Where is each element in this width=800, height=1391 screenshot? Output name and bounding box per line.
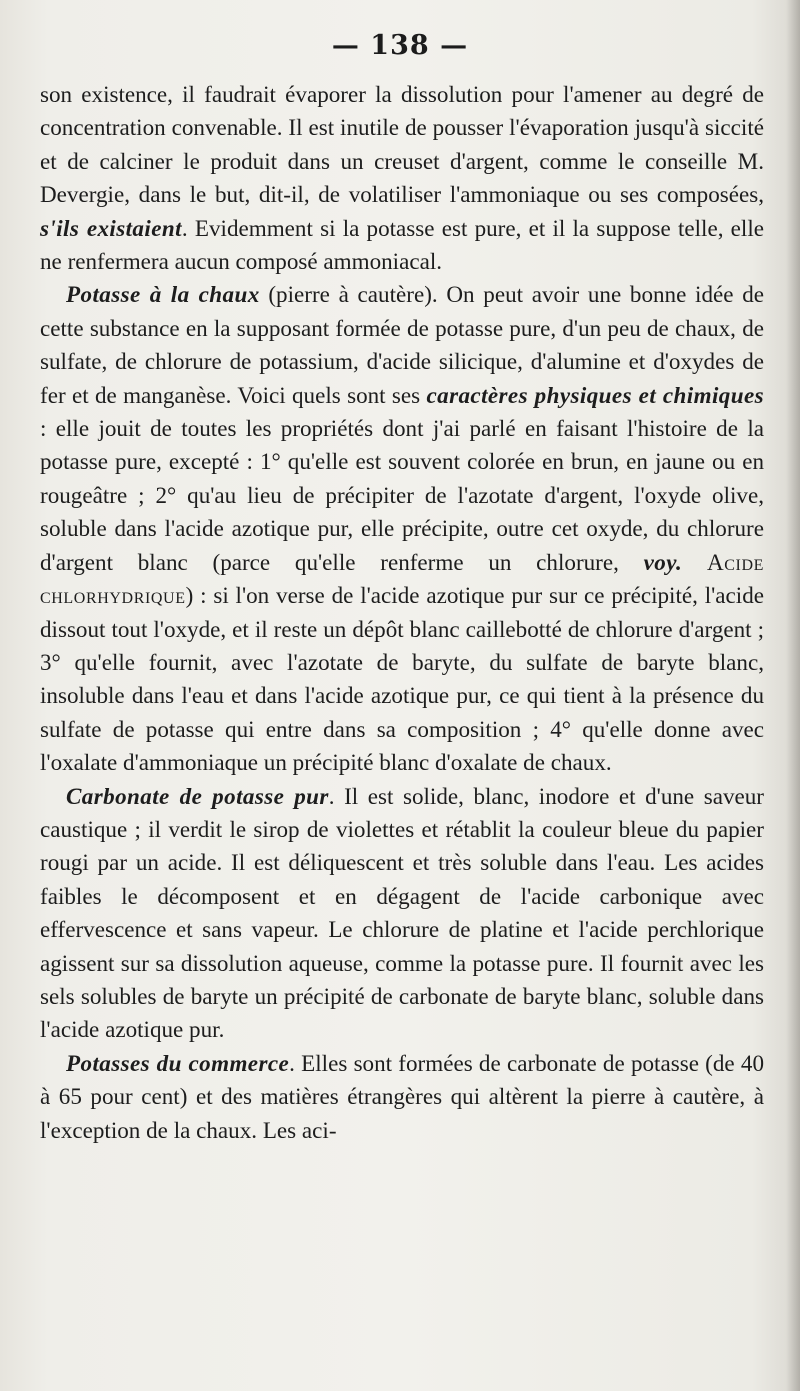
text-span: ) : si l'on verse de l'acide azotique pur sur ce précipité, l'acide dissout tout l'oxyde, et il reste un dépôt blanc caillebotté de chlorure d'argent ; 3° qu'elle fournit, avec l'azotate de baryte, du sulfate de baryte blanc, insoluble dans l'eau et dans l'acide azotique pur, ce qui tient à la présence du sulfate de potasse qui entre dans sa composition ; 4° qu'elle donne avec l'oxalate d'ammoniaque un précipité blanc d'oxalate de chaux. <box>40 582 764 776</box>
page-edge-shadow <box>786 0 800 1391</box>
text-span: : elle jouit de toutes les propriétés dont j'ai parlé en faisant l'histoire de la potasse pure, excepté : 1° qu'elle est souvent colorée en brun, en jaune ou en rougeâtre ; 2° qu'au lieu de précipiter de l'azotate d'argent, l'oxyde olive, soluble dans l'acide azotique pur, elle précipite, outre cet oxyde, du chlorure d'argent blanc (parce qu'elle renferme un chlorure, <box>40 415 764 575</box>
italic-abbreviation: voy. <box>643 548 683 575</box>
text-span <box>682 549 707 575</box>
paragraph-potasse-a-la-chaux <box>40 278 764 779</box>
italic-phrase: caractères physiques et chimiques <box>426 381 764 408</box>
section-heading-italic: Potasses du commerce <box>66 1049 290 1076</box>
text-span: . Evidemment si la potasse est pure, et il la suppose telle, elle ne renfermera aucun composé ammoniacal. <box>40 214 764 275</box>
text-span: . Elles sont formées de carbonate de potasse (de 40 à 65 pour cent) et des matières étrangères qui altèrent la pierre à cautère, à l'exception de la chaux. Les aci- <box>40 1049 764 1143</box>
body-text <box>40 78 764 1147</box>
paragraph-carbonate-de-potasse <box>40 780 764 1047</box>
section-heading-italic: Potasse à la chaux <box>66 281 260 308</box>
page-number: — 138 — <box>331 30 469 61</box>
italic-phrase: s'ils existaient <box>40 214 182 241</box>
paragraph-continuation <box>40 78 764 278</box>
small-caps-reference: Acide chlorhydrique <box>40 548 764 609</box>
text-span: (pierre à cautère). On peut avoir une bonne idée de cette substance en la supposant formée de potasse pure, d'un peu de chaux, de sulfate, de chlorure de potassium, d'acide silicique, d'alumine et d'oxydes de fer et de manganèse. Voici quels sont ses <box>40 281 764 408</box>
text-span: . Il est solide, blanc, inodore et d'une saveur caustique ; il verdit le sirop de violettes et rétablit la couleur bleue du papier rougi par un acide. Il est déliquescent et très soluble dans l'eau. Les acides faibles le décomposent et en dégagent de l'acide carbonique avec effervescence et sans vapeur. Le chlorure de platine et l'acide perchlorique agissent sur sa dissolution aqueuse, comme la potasse pure. Il fournit avec les sels solubles de baryte un précipité de carbonate de baryte blanc, soluble dans l'acide azotique pur. <box>40 782 764 1043</box>
paragraph-potasses-du-commerce <box>40 1047 764 1147</box>
text-span: son existence, il faudrait évaporer la dissolution pour l'amener au degré de concentration convenable. Il est inutile de pousser l'évaporation jusqu'à siccité et de calciner le produit dans un creuset d'argent, comme le conseille M. Devergie, dans le but, dit-il, de volatiliser l'ammoniaque ou ses composées, <box>40 81 764 208</box>
section-heading-italic: Carbonate de potasse pur <box>66 782 329 809</box>
